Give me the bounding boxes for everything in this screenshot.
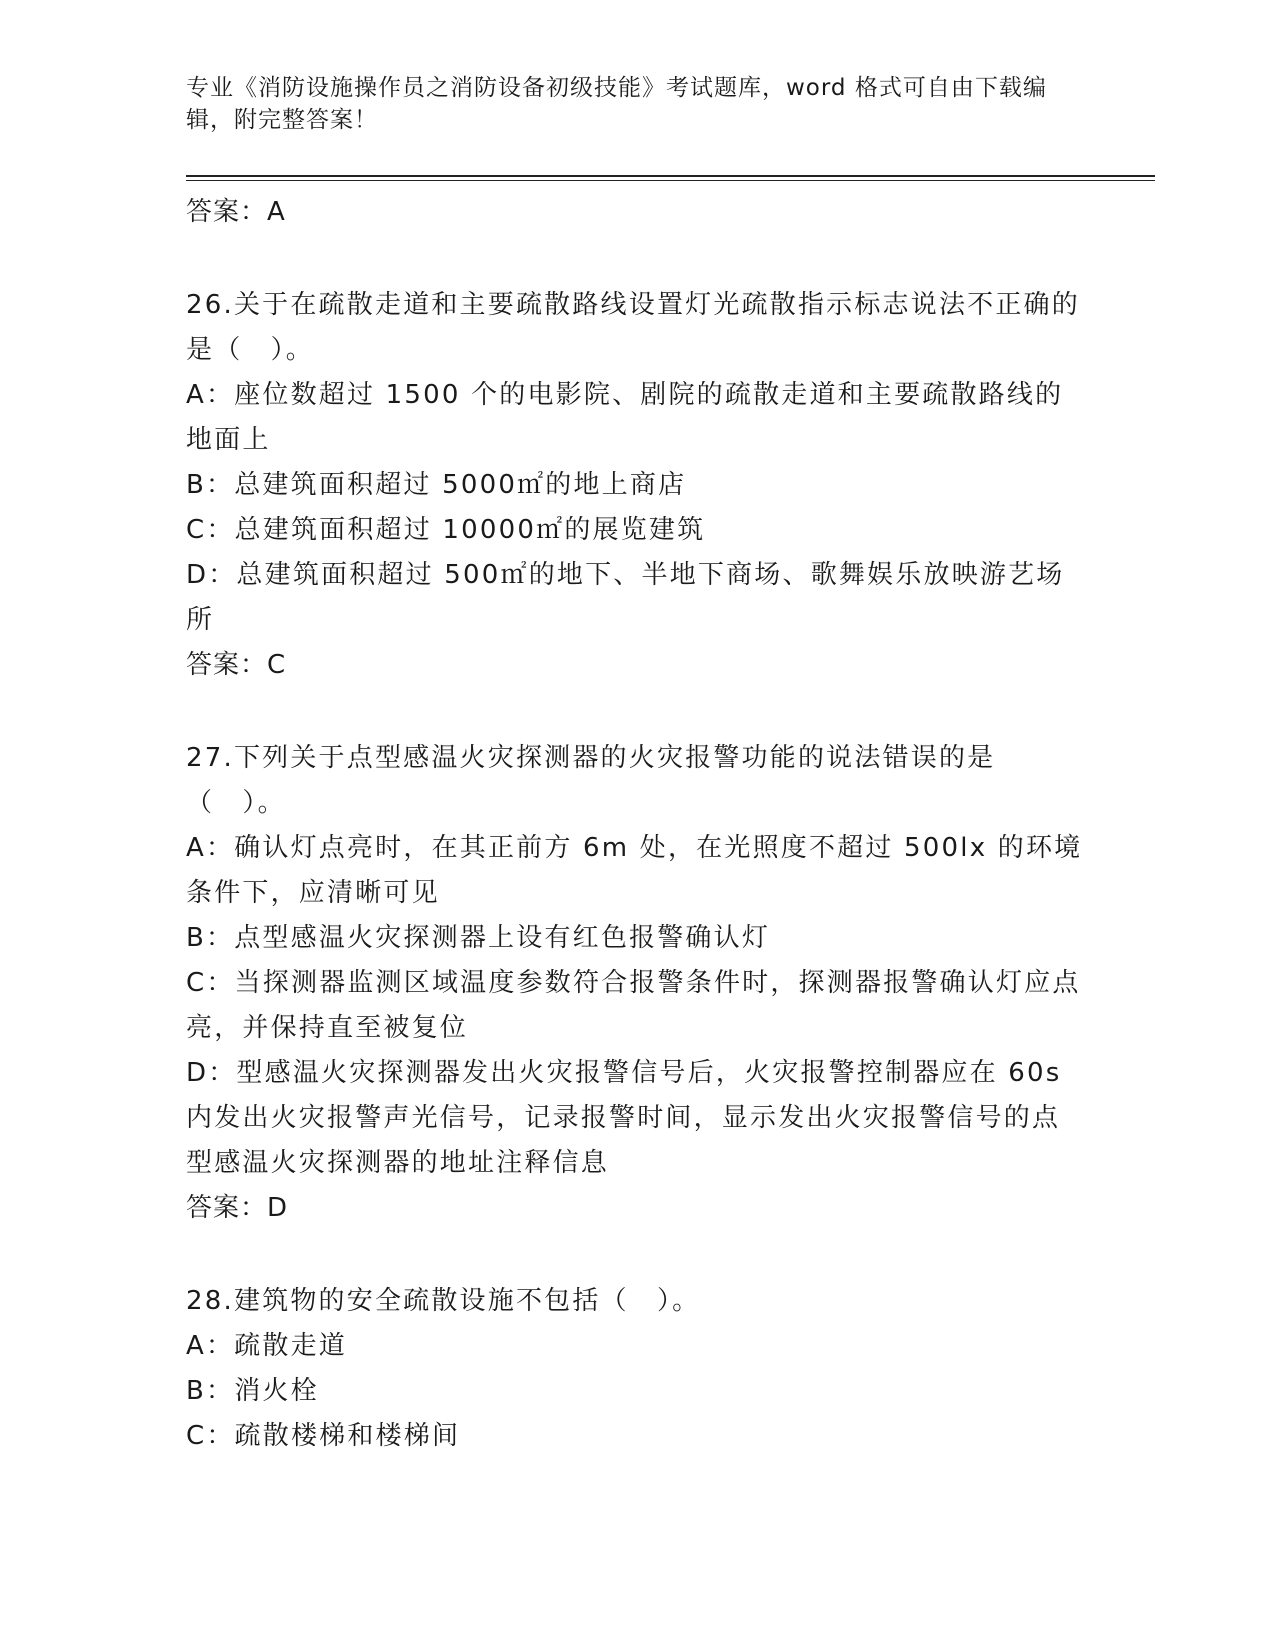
option-a: A：座位数超过 1500 个的电影院、剧院的疏散走道和主要疏散路线的地面上 — [186, 380, 1064, 455]
answer-line: 答案：C — [186, 650, 287, 680]
page-header: 专业《消防设施操作员之消防设备初级技能》考试题库，word 格式可自由下载编辑，附完整答案！ — [186, 75, 1047, 133]
question-stem: 26.关于在疏散走道和主要疏散路线设置灯光疏散指示标志说法不正确的是（ ）。 — [186, 290, 1080, 365]
document-content — [186, 190, 1086, 1459]
option-b: B：总建筑面积超过 5000㎡的地上商店 — [186, 470, 687, 500]
question-stem: 28.建筑物的安全疏散设施不包括（ ）。 — [186, 1286, 701, 1316]
header-divider-thick — [186, 175, 1155, 177]
option-c: C：疏散楼梯和楼梯间 — [186, 1421, 461, 1451]
option-a: A：疏散走道 — [186, 1331, 347, 1361]
question-28 — [186, 1279, 1086, 1459]
answer-line: 答案：D — [186, 1193, 289, 1223]
option-b: B：消火栓 — [186, 1376, 319, 1406]
option-b: B：点型感温火灾探测器上设有红色报警确认灯 — [186, 923, 771, 953]
answer-line: 答案：A — [186, 197, 286, 227]
question-stem: 27.下列关于点型感温火灾探测器的火灾报警功能的说法错误的是（ ）。 — [186, 743, 996, 818]
option-d: D：型感温火灾探测器发出火灾报警信号后，火灾报警控制器应在 60s 内发出火灾报警声光信号，记录报警时间，显示发出火灾报警信号的点型感温火灾探测器的地址注释信息 — [186, 1058, 1072, 1178]
question-26 — [186, 283, 1086, 688]
question-27 — [186, 736, 1086, 1231]
option-a: A：确认灯点亮时，在其正前方 6m 处，在光照度不超过 500lx 的环境条件下，应清晰可见 — [186, 833, 1083, 908]
option-d: D：总建筑面积超过 500㎡的地下、半地下商场、歌舞娱乐放映游艺场所 — [186, 560, 1065, 635]
option-c: C：总建筑面积超过 10000㎡的展览建筑 — [186, 515, 706, 545]
header-divider-thin — [186, 180, 1155, 181]
option-c: C：当探测器监测区域温度参数符合报警条件时，探测器报警确认灯应点亮，并保持直至被复位 — [186, 968, 1081, 1043]
